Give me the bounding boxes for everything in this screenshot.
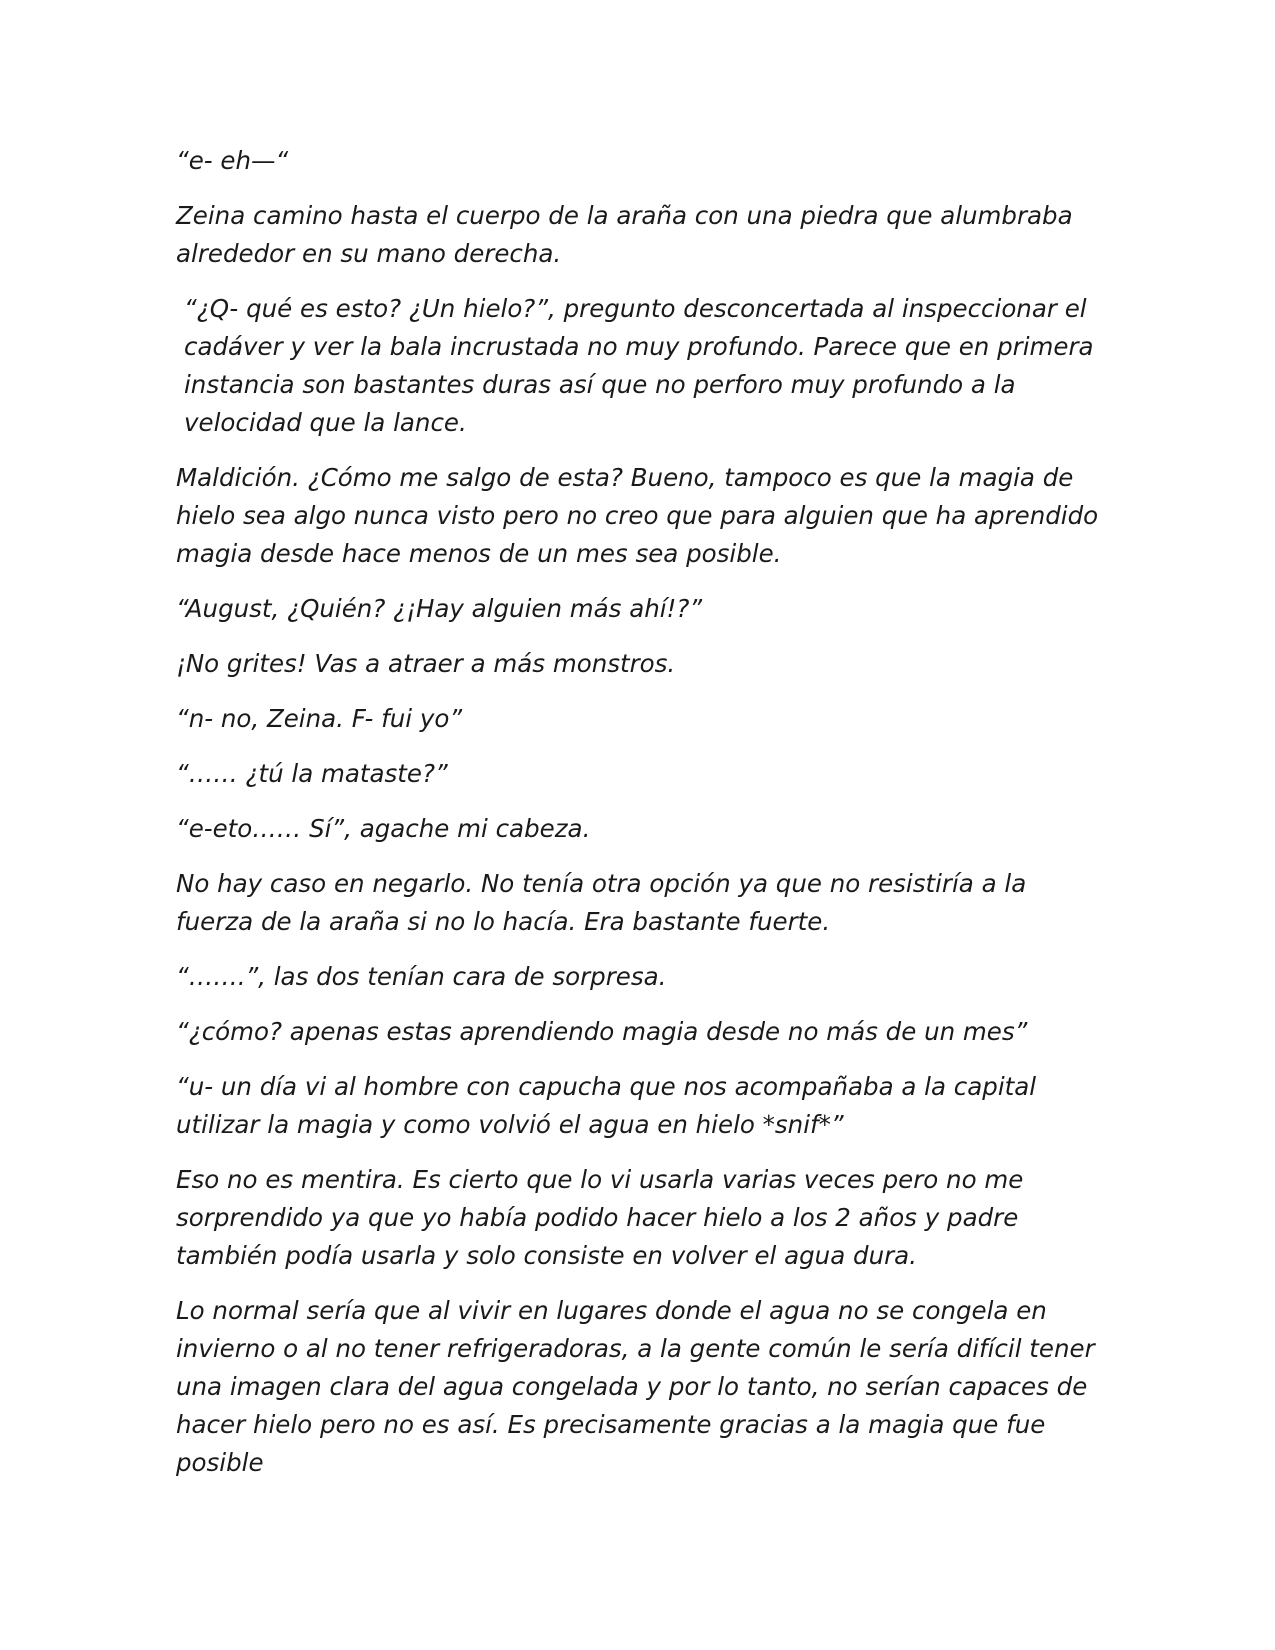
paragraph: “…….”, las dos tenían cara de sorpresa. — [176, 962, 667, 991]
paragraph: Eso no es mentira. Es cierto que lo vi usarla varias veces pero no me sorprendido ya que yo había podido hacer hielo a los 2 años y padre también podía usarla y solo consiste en volver el agua dura. — [176, 1165, 1024, 1270]
paragraph: “¿Q- qué es esto? ¿Un hielo?”, pregunto desconcertada al inspeccionar el cadáver y ver la bala incrustada no muy profundo. Parece que en primera instancia son bastantes duras así que no perforo muy profundo a la velocidad que la lance. — [184, 294, 1094, 437]
paragraph: “u- un día vi al hombre con capucha que nos acompañaba a la capital utilizar la magia y como volvió el agua en hielo *snif*” — [176, 1072, 1037, 1139]
paragraph: “…… ¿tú la mataste?” — [176, 759, 448, 788]
paragraph: Maldición. ¿Cómo me salgo de esta? Bueno, tampoco es que la magia de hielo sea algo nunca visto pero no creo que para alguien que ha aprendido magia desde hace menos de un mes sea posible. — [176, 463, 1099, 568]
paragraph: “e-eto…… Sí”, agache mi cabeza. — [176, 814, 591, 843]
paragraph: ¡No grites! Vas a atraer a más monstros. — [176, 649, 676, 678]
paragraph: “e- eh—“ — [176, 146, 289, 175]
paragraph: Zeina camino hasta el cuerpo de la araña con una piedra que alumbraba alrededor en su mano derecha. — [176, 201, 1073, 268]
paragraph: “¿cómo? apenas estas aprendiendo magia desde no más de un mes” — [176, 1017, 1028, 1046]
paragraph: “August, ¿Quién? ¿¡Hay alguien más ahí!?” — [176, 594, 703, 623]
paragraph: No hay caso en negarlo. No tenía otra opción ya que no resistiría a la fuerza de la araña si no lo hacía. Era bastante fuerte. — [176, 869, 1027, 936]
body-text — [176, 142, 1106, 1499]
paragraph: Lo normal sería que al vivir en lugares donde el agua no se congela en invierno o al no tener refrigeradoras, a la gente común le sería difícil tener una imagen clara del agua congelada y por lo tanto, no serían capaces de hacer hielo pero no es así. Es precisamente gracias a la magia que fue posible — [176, 1296, 1095, 1477]
paragraph: “n- no, Zeina. F- fui yo” — [176, 704, 463, 733]
